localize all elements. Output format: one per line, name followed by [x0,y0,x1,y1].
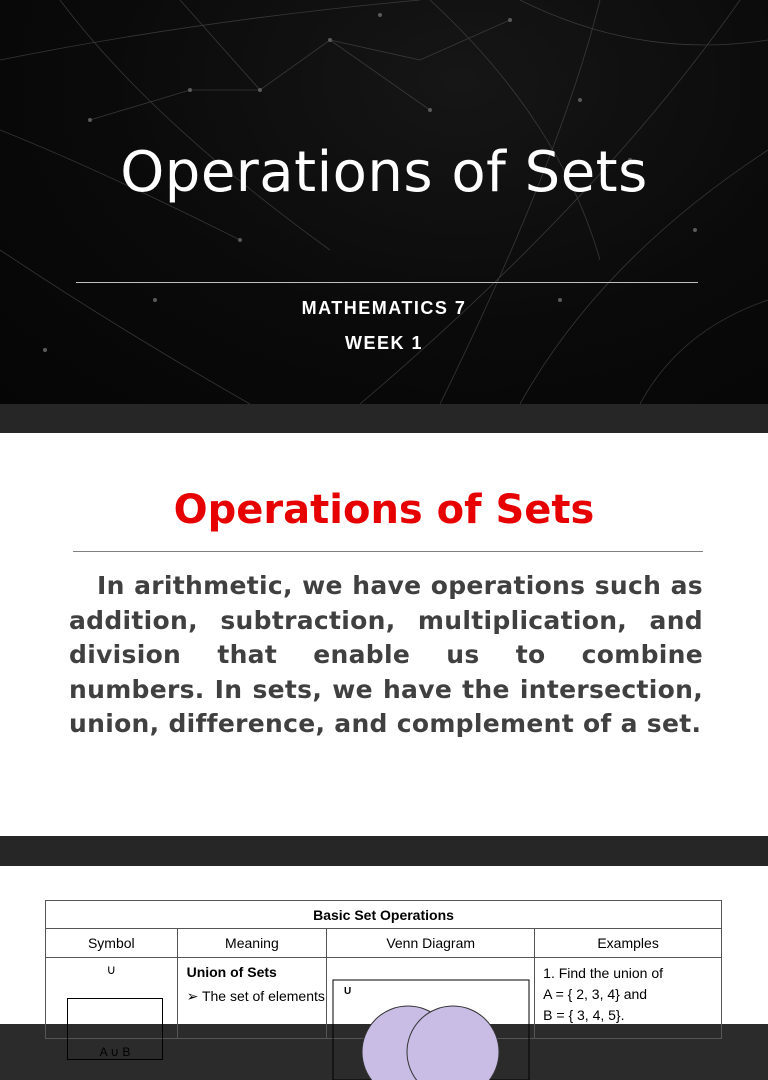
universal-set-label: U [344,986,352,997]
title-slide [0,0,768,404]
header-meaning: Meaning [177,929,327,958]
title-divider [76,282,698,283]
basic-set-operations-table [45,900,722,1059]
meaning-cell [177,958,327,1039]
slide-gap [0,836,768,866]
table-row [46,958,722,1039]
table-title: Basic Set Operations [46,901,722,929]
venn-cell [327,958,535,1039]
union-symbol: ∪ [106,962,117,977]
subject-label: MATHEMATICS 7 [301,298,467,318]
example-line: A = { 2, 3, 4} and [543,986,648,1002]
slide-gap [0,404,768,433]
meaning-title: Union of Sets [186,964,277,980]
example-line: B = { 3, 4, 5}. [543,1007,625,1023]
operations-table-slide [0,866,768,1059]
slide-title: Operations of Sets [173,487,595,533]
header-venn-diagram: Venn Diagram [327,929,535,958]
examples-cell [535,958,722,1039]
example-line: 1. Find the union of [543,965,664,981]
intro-slide [0,433,768,836]
symbol-box [67,998,163,1060]
week-label: WEEK 1 [344,333,423,353]
symbol-cell [46,958,178,1059]
slide-title: Operations of Sets [120,140,648,205]
symbol-box-text: A ∪ B [99,1045,131,1059]
intro-paragraph: In arithmetic, we have operations such as addition, subtraction, multiplication, and division that enable us to combine numbers. In sets, we have the intersection, union, difference, and complement of a set. [69,571,703,739]
meaning-bullet: ➢ The set of elements [186,988,325,1004]
venn-diagram [333,980,529,1080]
title-divider [73,551,703,552]
header-symbol: Symbol [46,929,178,958]
header-examples: Examples [535,929,722,958]
